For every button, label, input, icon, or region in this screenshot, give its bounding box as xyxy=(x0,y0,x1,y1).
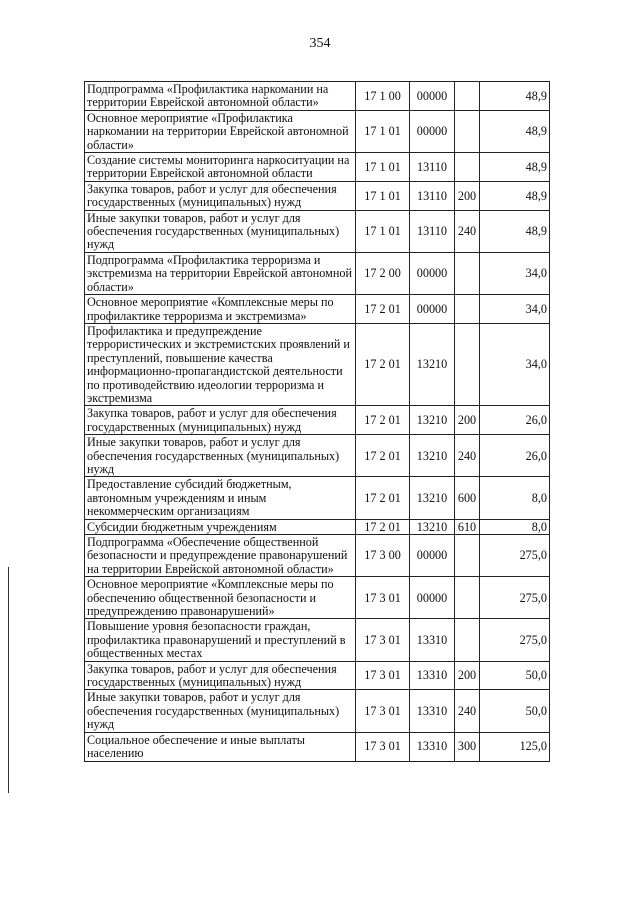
row-name-cell: Субсидии бюджетным учреждениям xyxy=(85,519,356,534)
amount-cell: 34,0 xyxy=(480,252,550,294)
amount-cell: 50,0 xyxy=(480,661,550,690)
table-row xyxy=(85,181,550,210)
expense-type-cell: 200 xyxy=(455,406,480,435)
program-code-cell: 17 2 01 xyxy=(356,406,410,435)
direction-code-cell: 00000 xyxy=(410,577,455,619)
program-code-cell: 17 2 01 xyxy=(356,295,410,324)
table-row xyxy=(85,210,550,252)
expense-type-cell: 610 xyxy=(455,519,480,534)
table-row xyxy=(85,477,550,519)
table-row xyxy=(85,252,550,294)
expense-type-cell xyxy=(455,619,480,661)
row-name-cell: Закупка товаров, работ и услуг для обеспечения государственных (муниципальных) нужд xyxy=(85,406,356,435)
row-name-cell: Создание системы мониторинга наркоситуации на территории Еврейской автономной области xyxy=(85,153,356,182)
direction-code-cell: 13310 xyxy=(410,661,455,690)
direction-code-cell: 13210 xyxy=(410,435,455,477)
table-row xyxy=(85,435,550,477)
row-name-cell: Иные закупки товаров, работ и услуг для обеспечения государственных (муниципальных) нужд xyxy=(85,210,356,252)
expense-type-cell: 600 xyxy=(455,477,480,519)
row-name-cell: Предоставление субсидий бюджетным, автономным учреждениям и иным некоммерческим организациям xyxy=(85,477,356,519)
program-code-cell: 17 2 01 xyxy=(356,519,410,534)
direction-code-cell: 13110 xyxy=(410,210,455,252)
program-code-cell: 17 2 00 xyxy=(356,252,410,294)
table-row xyxy=(85,110,550,152)
table-row xyxy=(85,690,550,732)
program-code-cell: 17 2 01 xyxy=(356,435,410,477)
program-code-cell: 17 2 01 xyxy=(356,477,410,519)
table-row xyxy=(85,519,550,534)
row-name-cell: Подпрограмма «Профилактика терроризма и экстремизма на территории Еврейской автономной области» xyxy=(85,252,356,294)
row-name-cell: Повышение уровня безопасности граждан, профилактика правонарушений и преступлений в общественных местах xyxy=(85,619,356,661)
table-row xyxy=(85,732,550,761)
amount-cell: 275,0 xyxy=(480,619,550,661)
expense-type-cell: 300 xyxy=(455,732,480,761)
row-name-cell: Основное мероприятие «Комплексные меры по обеспечению общественной безопасности и предупреждению правонарушений» xyxy=(85,577,356,619)
row-name-cell: Подпрограмма «Профилактика наркомании на территории Еврейской автономной области» xyxy=(85,82,356,111)
table-row xyxy=(85,577,550,619)
expense-type-cell xyxy=(455,323,480,405)
expense-type-cell: 200 xyxy=(455,181,480,210)
row-name-cell: Иные закупки товаров, работ и услуг для обеспечения государственных (муниципальных) нужд xyxy=(85,435,356,477)
program-code-cell: 17 1 01 xyxy=(356,210,410,252)
expense-type-cell: 200 xyxy=(455,661,480,690)
expense-type-cell xyxy=(455,535,480,577)
expense-type-cell xyxy=(455,577,480,619)
budget-table-body xyxy=(85,82,550,762)
expense-type-cell: 240 xyxy=(455,435,480,477)
amount-cell: 48,9 xyxy=(480,82,550,111)
program-code-cell: 17 3 01 xyxy=(356,732,410,761)
direction-code-cell: 13310 xyxy=(410,690,455,732)
program-code-cell: 17 1 01 xyxy=(356,153,410,182)
row-name-cell: Подпрограмма «Обеспечение общественной безопасности и предупреждение правонарушений на территории Еврейской автономной области» xyxy=(85,535,356,577)
program-code-cell: 17 1 01 xyxy=(356,110,410,152)
table-row xyxy=(85,619,550,661)
amount-cell: 26,0 xyxy=(480,406,550,435)
table-row xyxy=(85,82,550,111)
program-code-cell: 17 3 01 xyxy=(356,619,410,661)
row-name-cell: Иные закупки товаров, работ и услуг для обеспечения государственных (муниципальных) нужд xyxy=(85,690,356,732)
budget-table xyxy=(84,81,550,762)
expense-type-cell xyxy=(455,110,480,152)
margin-line xyxy=(8,567,9,793)
direction-code-cell: 13110 xyxy=(410,181,455,210)
row-name-cell: Основное мероприятие «Комплексные меры по профилактике терроризма и экстремизма» xyxy=(85,295,356,324)
amount-cell: 48,9 xyxy=(480,153,550,182)
page-number: 354 xyxy=(309,36,331,51)
amount-cell: 34,0 xyxy=(480,295,550,324)
direction-code-cell: 13310 xyxy=(410,732,455,761)
program-code-cell: 17 3 01 xyxy=(356,577,410,619)
program-code-cell: 17 3 00 xyxy=(356,535,410,577)
direction-code-cell: 00000 xyxy=(410,252,455,294)
expense-type-cell: 240 xyxy=(455,210,480,252)
table-row xyxy=(85,661,550,690)
table-row xyxy=(85,406,550,435)
program-code-cell: 17 1 01 xyxy=(356,181,410,210)
amount-cell: 48,9 xyxy=(480,181,550,210)
direction-code-cell: 13210 xyxy=(410,406,455,435)
program-code-cell: 17 2 01 xyxy=(356,323,410,405)
direction-code-cell: 00000 xyxy=(410,82,455,111)
expense-type-cell xyxy=(455,82,480,111)
amount-cell: 48,9 xyxy=(480,210,550,252)
amount-cell: 275,0 xyxy=(480,535,550,577)
amount-cell: 48,9 xyxy=(480,110,550,152)
row-name-cell: Социальное обеспечение и иные выплаты населению xyxy=(85,732,356,761)
direction-code-cell: 13110 xyxy=(410,153,455,182)
amount-cell: 50,0 xyxy=(480,690,550,732)
direction-code-cell: 00000 xyxy=(410,110,455,152)
amount-cell: 26,0 xyxy=(480,435,550,477)
direction-code-cell: 13210 xyxy=(410,477,455,519)
direction-code-cell: 13210 xyxy=(410,323,455,405)
amount-cell: 8,0 xyxy=(480,477,550,519)
table-row xyxy=(85,295,550,324)
table-row xyxy=(85,323,550,405)
program-code-cell: 17 1 00 xyxy=(356,82,410,111)
row-name-cell: Основное мероприятие «Профилактика наркомании на территории Еврейской автономной области» xyxy=(85,110,356,152)
amount-cell: 125,0 xyxy=(480,732,550,761)
row-name-cell: Закупка товаров, работ и услуг для обеспечения государственных (муниципальных) нужд xyxy=(85,181,356,210)
direction-code-cell: 00000 xyxy=(410,295,455,324)
direction-code-cell: 13210 xyxy=(410,519,455,534)
row-name-cell: Закупка товаров, работ и услуг для обеспечения государственных (муниципальных) нужд xyxy=(85,661,356,690)
direction-code-cell: 13310 xyxy=(410,619,455,661)
table-row xyxy=(85,153,550,182)
amount-cell: 34,0 xyxy=(480,323,550,405)
expense-type-cell xyxy=(455,252,480,294)
expense-type-cell: 240 xyxy=(455,690,480,732)
program-code-cell: 17 3 01 xyxy=(356,661,410,690)
program-code-cell: 17 3 01 xyxy=(356,690,410,732)
row-name-cell: Профилактика и предупреждение террористических и экстремистских проявлений и преступлений, повышение качества информационно-пропагандистской деятельности по противодействию идеологии терроризма и экстремизма xyxy=(85,323,356,405)
expense-type-cell xyxy=(455,153,480,182)
amount-cell: 8,0 xyxy=(480,519,550,534)
direction-code-cell: 00000 xyxy=(410,535,455,577)
table-row xyxy=(85,535,550,577)
expense-type-cell xyxy=(455,295,480,324)
amount-cell: 275,0 xyxy=(480,577,550,619)
